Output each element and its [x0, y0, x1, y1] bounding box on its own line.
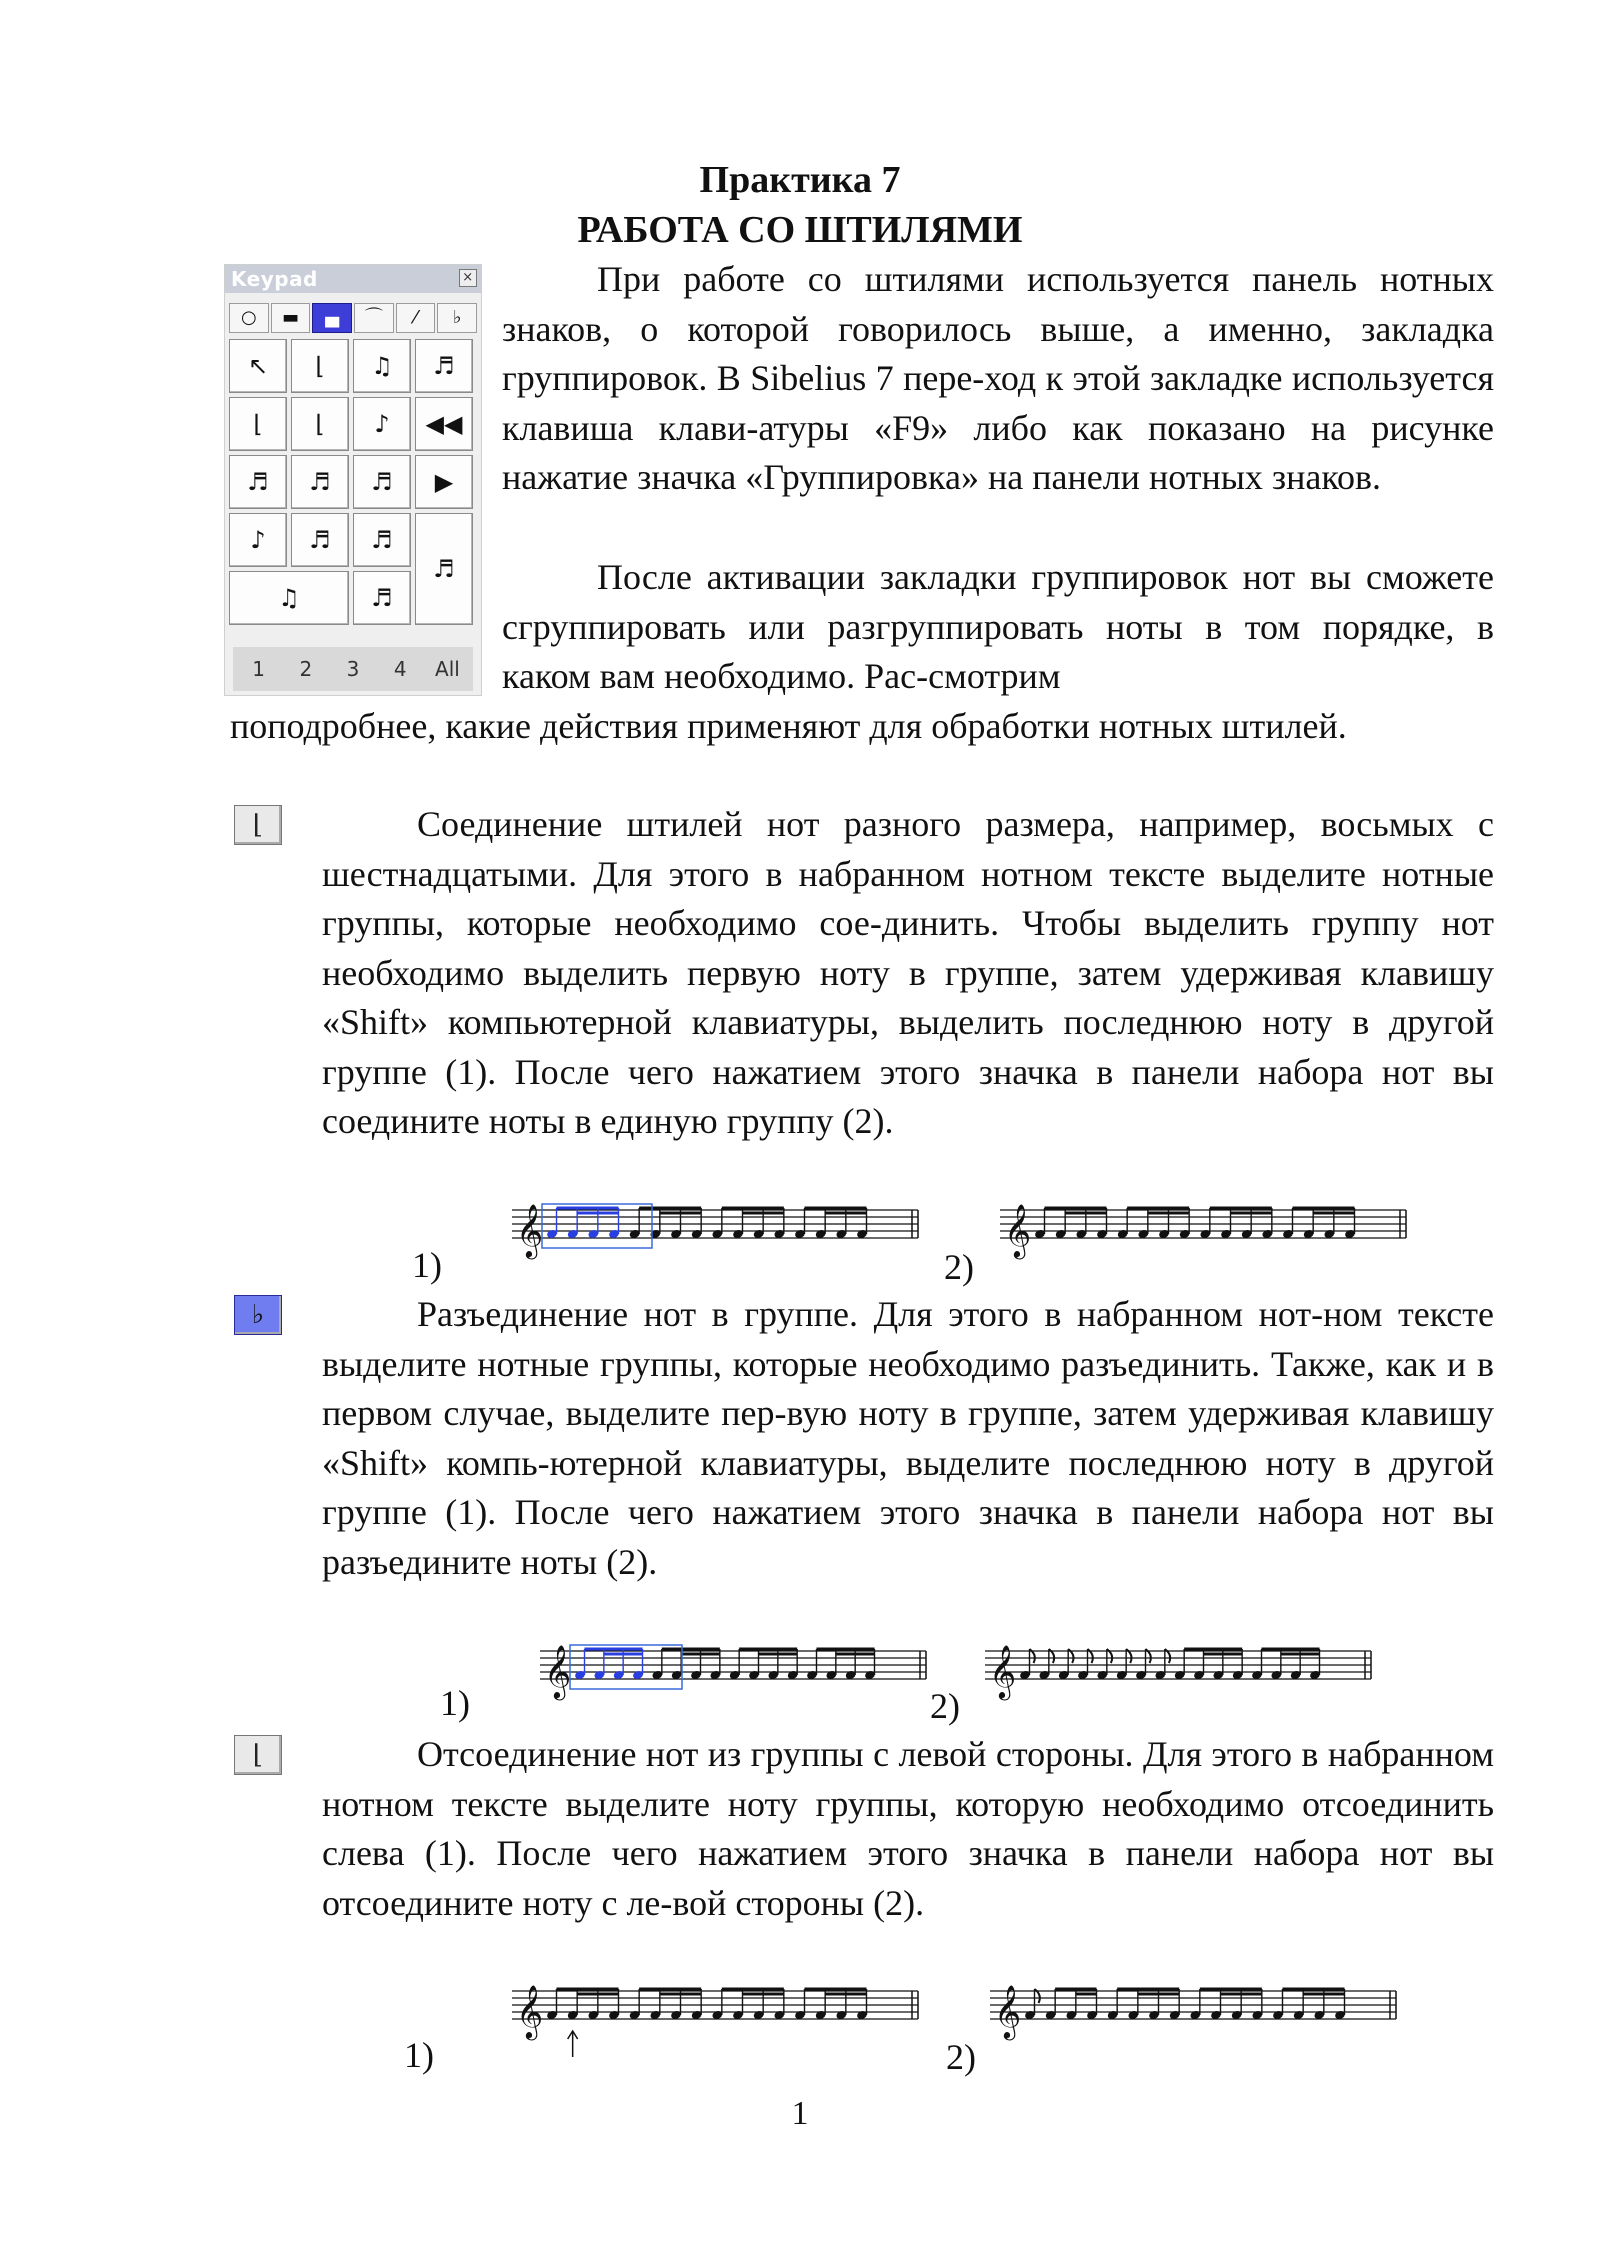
layout-1-button[interactable]: 1 — [252, 657, 265, 681]
staff-example-1-before — [512, 1202, 922, 1278]
two-note-tremolo-key[interactable]: ♬ — [415, 513, 473, 625]
treble-clef-icon: 𝄞 — [516, 1203, 544, 1257]
beam-left-key[interactable]: ⌊ — [229, 397, 287, 451]
feathered-right-key[interactable]: ▶ — [415, 455, 473, 509]
staff-example-1-after — [1000, 1202, 1410, 1278]
join-stems-icon: ⌊ — [234, 805, 282, 845]
section-2-text: Разъединение нот в группе. Для этого в набранном нот-ном тексте выделите нотные группы, которые необходимо разъединить. Также, как и в первом случае, выделите пер-вую ноту в группе, затем удерживая клавишу «Shift» компь-ютерной клавиатуры, выделите последнюю ноту в другой группе (1). После чего нажатием этого значка в панели набора нот вы разъедините ноты (2). — [322, 1294, 1494, 1582]
detach-left-icon: ⌊ — [234, 1735, 282, 1775]
tremolo-3-key[interactable]: ♬ — [353, 455, 411, 509]
tab-more-notes[interactable]: ▬ — [271, 303, 311, 333]
tremolo-2-key[interactable]: ♬ — [291, 455, 349, 509]
layout-4-button[interactable]: 4 — [393, 657, 407, 681]
split-notes-icon: ♭ — [234, 1295, 282, 1335]
example-3-label-1: 1) — [404, 2035, 434, 2075]
keypad-title: Keypad — [231, 267, 318, 291]
example-1-label-1: 1) — [412, 1245, 442, 1285]
keypad-layout-switcher — [233, 647, 473, 691]
intro-paragraph-2b: поподробнее, какие действия применяют для обработки нотных штилей. — [230, 706, 1347, 746]
tab-jazz[interactable]: ⁄ — [396, 303, 436, 333]
example-2-label-1: 1) — [440, 1683, 470, 1723]
staff-example-3-before — [512, 1983, 922, 2079]
end-beam-key[interactable]: ♪ — [353, 397, 411, 451]
layout-3-button[interactable]: 3 — [346, 657, 360, 681]
treble-clef-icon: 𝄞 — [544, 1644, 572, 1698]
example-1-label-2: 2) — [944, 1247, 974, 1287]
treble-clef-icon: 𝄞 — [989, 1644, 1017, 1698]
staff-example-2-after — [985, 1643, 1375, 1719]
intro-paragraph-2a: После активации закладки группировок нот вы сможете сгруппировать или разгруппировать ноты в том порядке, в каком вам необходимо. Рас-смотрим — [502, 557, 1494, 696]
middle-beam-key[interactable]: ⌊ — [291, 397, 349, 451]
no-beam-key[interactable]: ♫ — [353, 339, 411, 393]
pointer-key[interactable]: ↖ — [229, 339, 287, 393]
example-2-label-2: 2) — [930, 1686, 960, 1726]
page-title: Практика 7 — [699, 159, 901, 201]
treble-clef-icon: 𝄞 — [516, 1984, 544, 2038]
tremolo-1-key[interactable]: ♬ — [229, 455, 287, 509]
tremolo-4-key[interactable]: ♪ — [229, 513, 287, 567]
tremolo-group-key[interactable]: ♫ — [229, 571, 349, 625]
feathered-left-key[interactable]: ◀◀ — [415, 397, 473, 451]
start-beam-key[interactable]: ⌊ — [291, 339, 349, 393]
tremolo-6-key[interactable]: ♬ — [353, 513, 411, 567]
treble-clef-icon: 𝄞 — [994, 1984, 1022, 2038]
layout-2-button[interactable]: 2 — [299, 657, 313, 681]
keypad-panel — [224, 264, 482, 696]
tab-common-notes[interactable]: ○ — [229, 303, 269, 333]
staff-example-3-after — [990, 1983, 1400, 2059]
staff-example-2-before — [540, 1643, 930, 1719]
tab-articulations[interactable]: ⌒ — [354, 303, 394, 333]
keypad-tabs — [229, 303, 477, 333]
close-icon[interactable]: × — [459, 269, 477, 287]
layout-all-button[interactable]: All — [435, 657, 460, 681]
section-1-text: Соединение штилей нот разного размера, например, восьмых с шестнадцатыми. Для этого в набранном нотном тексте выделите нотные группы, которые необходимо сое-динить. Чтобы выделить группу нот необходимо выделить первую ноту в группе, затем удерживая клавишу «Shift» компьютерной клавиатуры, выделить последнюю ноту в другой группе (1). После чего нажатием этого значка в панели набора нот вы соедините ноты в единую группу (2). — [322, 804, 1494, 1141]
keypad-grid — [229, 339, 477, 629]
beam-group-key[interactable]: ♬ — [415, 339, 473, 393]
tab-beams[interactable]: ▄ — [312, 303, 352, 333]
keypad-title-bar — [225, 265, 481, 293]
section-3-text: Отсоединение нот из группы с левой стороны. Для этого в набранном нотном тексте выделите ноту группы, которую необходимо отсоединить слева (1). После чего нажатием этого значка в панели набора нот вы отсоедините ноту с ле-вой стороны (2). — [322, 1734, 1494, 1923]
intro-paragraph-1: При работе со штилями используется панель нотных знаков, о которой говорилось выше, а именно, закладка группировок. В Sibelius 7 пере-ход к этой закладке используется клавиша клави-атуры «F9» либо как показано на рисунке нажатие значка «Группировка» на панели нотных знаков. — [502, 259, 1494, 497]
tab-accidentals[interactable]: ♭ — [437, 303, 477, 333]
tremolo-5-key[interactable]: ♬ — [291, 513, 349, 567]
page-number: 1 — [791, 2095, 809, 2132]
treble-clef-icon: 𝄞 — [1004, 1203, 1032, 1257]
buzz-roll-key[interactable]: ♬ — [353, 571, 411, 625]
page-subtitle: РАБОТА СО ШТИЛЯМИ — [577, 209, 1023, 251]
example-3-label-2: 2) — [946, 2037, 976, 2077]
